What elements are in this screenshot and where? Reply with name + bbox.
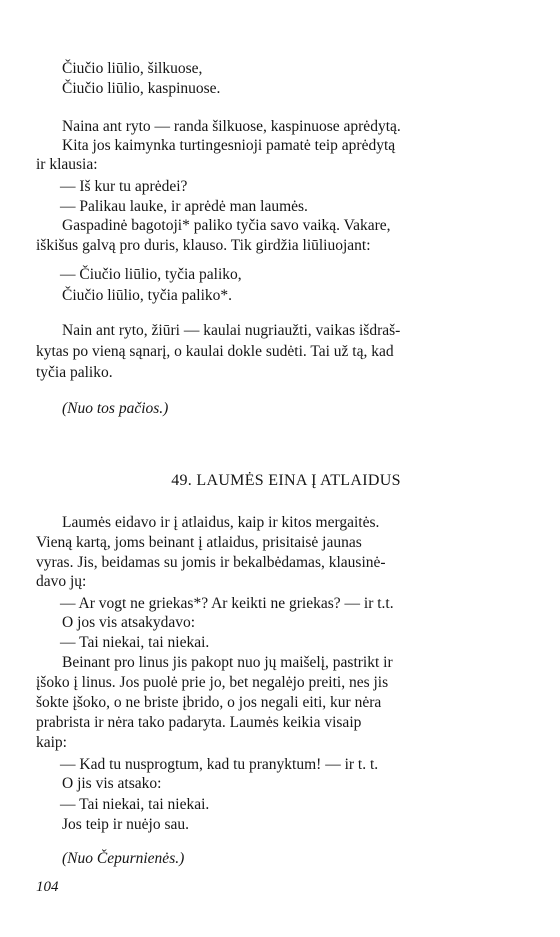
text-line: kytas po vieną sąnarį, o kaulai dokle sudėti. Tai už tą, kad xyxy=(36,343,394,360)
text-line: kaip: xyxy=(36,734,67,751)
text-line: šokte įšoko, o ne briste įbrido, o jos negali eiti, kur nėra xyxy=(36,694,382,711)
text-line: vyras. Jis, beidamas su jomis ir bekalbėdamas, klausinė- xyxy=(36,554,386,571)
dialog-line: — Tai niekai, tai niekai. xyxy=(60,634,210,651)
dialog-line: — Tai niekai, tai niekai. xyxy=(60,796,210,813)
poem-line: Čiučio liūlio, tyčia paliko*. xyxy=(62,287,233,304)
text-line: Gaspadinė bagotoji* paliko tyčia savo vaiką. Vakare, xyxy=(62,217,391,234)
poem-line: — Čiučio liūlio, tyčia paliko, xyxy=(60,266,242,283)
dialog-line: — Ar vogt ne griekas*? Ar keikti ne griekas? — ir t.t. xyxy=(60,595,394,612)
dialog-line: — Kad tu nusprogtum, kad tu pranyktum! — ir t. t. xyxy=(60,756,379,773)
text-line: Jos teip ir nuėjo sau. xyxy=(62,816,189,833)
text-line: Kita jos kaimynka turtingesnioji pamatė teip aprėdytą xyxy=(62,137,396,154)
text-line: iškišus galvą pro duris, klauso. Tik girdžia liūliuojant: xyxy=(36,237,371,254)
poem-line: Čiučio liūlio, šilkuose, xyxy=(62,60,203,77)
section-heading: 49. LAUMĖS EINA Į ATLAIDUS xyxy=(171,472,401,489)
dialog-line: — Palikau lauke, ir aprėdė man laumės. xyxy=(60,198,308,215)
text-line: prabrista ir nėra tako padaryta. Laumės keikia visaip xyxy=(36,714,362,731)
page-number: 104 xyxy=(36,879,59,895)
text-line: įšoko į linus. Jos puolė prie jo, bet negalėjo preiti, nes jis xyxy=(36,674,389,691)
text-line: Vieną kartą, joms beinant į atlaidus, prisitaisė jaunas xyxy=(36,534,362,551)
text-line: davo jų: xyxy=(36,573,87,590)
text-line: Laumės eidavo ir į atlaidus, kaip ir kitos mergaitės. xyxy=(62,514,380,531)
text-line: Nain ant ryto, žiūri — kaulai nugriaužti, vaikas išdraš- xyxy=(62,322,401,339)
poem-line: Čiučio liūlio, kaspinuose. xyxy=(62,80,221,97)
text-line: tyčia paliko. xyxy=(36,364,113,381)
source-note: (Nuo tos pačios.) xyxy=(62,400,169,417)
text-line: O jos vis atsakydavo: xyxy=(62,614,196,631)
text-line: Beinant pro linus jis pakopt nuo jų maišelį, pastrikt ir xyxy=(62,654,393,671)
text-line: Naina ant ryto — randa šilkuose, kaspinuose aprėdytą. xyxy=(62,118,401,135)
text-line: O jis vis atsako: xyxy=(62,775,162,792)
source-note: (Nuo Čepurnienės.) xyxy=(62,850,185,867)
text-line: ir klausia: xyxy=(36,156,98,173)
dialog-line: — Iš kur tu aprėdei? xyxy=(60,178,188,195)
